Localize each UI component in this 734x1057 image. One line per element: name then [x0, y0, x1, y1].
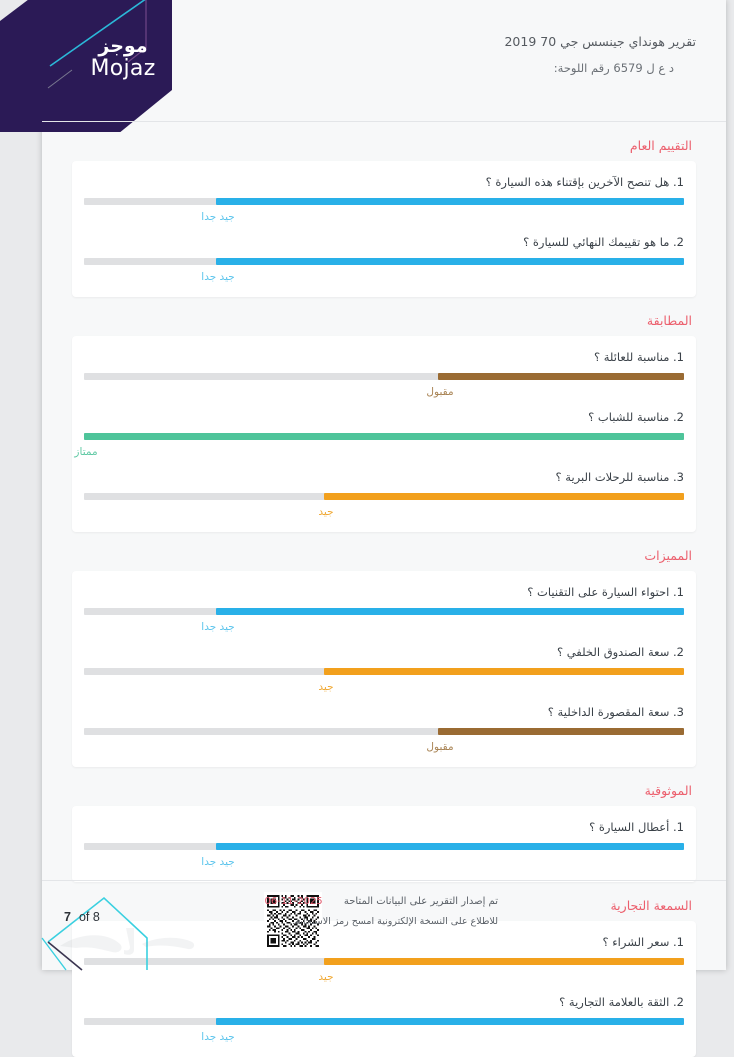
question-text: 2. سعة الصندوق الخلفي ؟: [556, 645, 684, 659]
rating-label-wrap: [84, 211, 684, 225]
rating-label: جيد جدا: [201, 621, 235, 633]
logo-text-arabic: موجز: [98, 35, 148, 57]
rating-row: [84, 231, 684, 291]
plate-row: [504, 61, 696, 75]
question-text: 1. احتواء السيارة على التقنيات ؟: [527, 585, 684, 599]
section-title: الموثوقية: [644, 783, 692, 798]
section-title: السمعة التجارية: [610, 898, 692, 913]
footer-scan-text: للاطلاع على النسخة الإلكترونية امسح رمز الاستجابة.: [292, 916, 498, 927]
section-card: [72, 161, 696, 297]
rating-bar-track: [84, 608, 684, 615]
question-text: 3. مناسبة للرحلات البرية ؟: [555, 470, 684, 484]
rating-row: [84, 816, 684, 876]
footer-issued-date: 2025-11-06: [264, 896, 323, 907]
rating-row: [74, 406, 684, 466]
footer-issued-text: تم إصدار التقرير على البيانات المتاحة: [343, 896, 498, 907]
rating-label: جيد جدا: [201, 271, 235, 283]
footer-text: [265, 896, 498, 927]
rating-bar-fill: [324, 493, 684, 500]
rating-row: [84, 466, 684, 526]
report-header: [42, 0, 726, 122]
rating-label-wrap: [84, 971, 684, 985]
rating-bar-fill: [216, 843, 684, 850]
header-meta: [504, 34, 696, 75]
mojaz-logo: [42, 0, 182, 122]
section-title: المطابقة: [646, 313, 692, 328]
rating-row: [84, 991, 684, 1051]
rating-label-wrap: [84, 681, 684, 695]
plate-number-value: د ع ل 6579: [613, 61, 674, 75]
question-text: 1. هل تنصح الآخرين بإقتناء هذه السيارة ؟: [485, 175, 684, 189]
rating-label: مقبول: [426, 741, 454, 753]
rating-bar-track: [84, 843, 684, 850]
plate-number-label: رقم اللوحة:: [553, 61, 610, 75]
rating-row: [84, 701, 684, 761]
question-text: 3. سعة المقصورة الداخلية ؟: [547, 705, 684, 719]
question-text: 2. ما هو تقييمك النهائي للسيارة ؟: [523, 235, 684, 249]
rating-bar-fill: [438, 373, 684, 380]
rating-row: [84, 641, 684, 701]
page-indicator: [64, 910, 100, 924]
rating-bar-track: [84, 373, 684, 380]
rating-bar-track: [84, 198, 684, 205]
report-footer: [42, 880, 726, 970]
rating-label-wrap: [84, 741, 684, 755]
rating-label-wrap: [84, 386, 684, 400]
rating-bar-track: [84, 668, 684, 675]
rating-bar-fill: [438, 728, 684, 735]
report-title: تقرير هونداي جينسس جي 70 2019: [504, 34, 696, 49]
section-title: المميزات: [644, 548, 692, 563]
rating-label-wrap: [84, 506, 684, 520]
section-card: [72, 336, 696, 532]
rating-label: جيد: [318, 506, 334, 518]
question-text: 2. مناسبة للشباب ؟: [588, 410, 684, 424]
rating-label: جيد: [318, 971, 334, 983]
rating-label: جيد جدا: [201, 211, 235, 223]
page-of-label: of: [78, 910, 90, 924]
question-text: 1. أعطال السيارة ؟: [589, 820, 684, 834]
rating-bar-track: [84, 493, 684, 500]
rating-label-wrap: [84, 271, 684, 285]
rating-bar-track: [84, 1018, 684, 1025]
page-total: 8: [92, 910, 100, 924]
rating-label: جيد جدا: [201, 856, 235, 868]
rating-bar-track: [84, 258, 684, 265]
header-divider: [42, 121, 726, 122]
question-text: 1. سعر الشراء ؟: [602, 935, 684, 949]
rating-label-wrap: [84, 1031, 684, 1045]
section-card: [72, 571, 696, 767]
rating-label: جيد: [318, 681, 334, 693]
rating-bar-fill: [216, 258, 684, 265]
haraj-watermark: [50, 920, 210, 962]
rating-label: ممتاز: [74, 446, 98, 458]
rating-label-wrap: [84, 856, 684, 870]
rating-bar-fill: [216, 608, 684, 615]
rating-bar-fill: [84, 433, 684, 440]
rating-label: جيد جدا: [201, 1031, 235, 1043]
rating-row: [84, 171, 684, 231]
rating-row: [84, 581, 684, 641]
rating-label-wrap: [84, 621, 684, 635]
rating-label-wrap: [74, 446, 684, 460]
logo-text: [68, 36, 178, 82]
footer-issued-line: [265, 896, 498, 907]
rating-label: مقبول: [426, 386, 454, 398]
question-text: 1. مناسبة للعائلة ؟: [594, 350, 684, 364]
question-text: 2. الثقة بالعلامة التجارية ؟: [559, 995, 684, 1009]
page-current: 7: [64, 910, 71, 924]
rating-row: [84, 346, 684, 406]
rating-bar-track: [84, 728, 684, 735]
section-title: التقييم العام: [629, 138, 692, 153]
section-card: [72, 806, 696, 882]
report-page: [42, 0, 726, 1043]
rating-bar-fill: [216, 198, 684, 205]
logo-text-latin: Mojaz: [90, 56, 156, 82]
rating-bar-track: [84, 433, 684, 440]
rating-bar-fill: [324, 668, 684, 675]
rating-bar-fill: [216, 1018, 684, 1025]
